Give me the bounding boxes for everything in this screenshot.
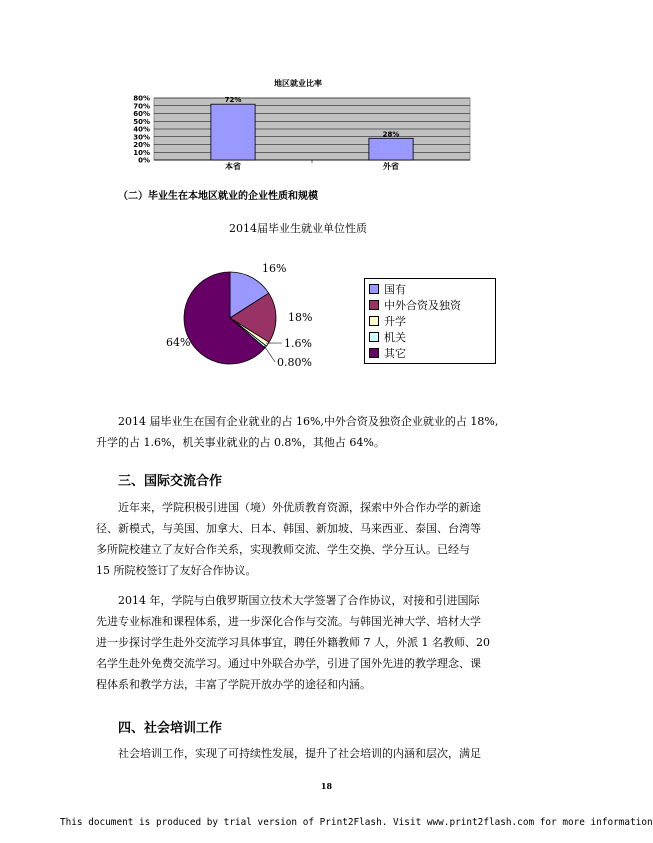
- leader-line: [264, 346, 275, 362]
- pie-chart: [150, 255, 350, 385]
- legend-swatch: [369, 316, 379, 326]
- legend-item: [365, 297, 495, 313]
- section-heading: （二）毕业生在本地区就业的企业性质和规模: [118, 191, 318, 202]
- text-line: 名学生赴外免费交流学习。通过中外联合办学，引进了国外先进的教学理念、课: [96, 657, 481, 670]
- y-tick-label: 10%: [133, 148, 150, 157]
- y-tick-label: 50%: [133, 117, 150, 126]
- heading-international-exchange: 三、国际交流合作: [118, 474, 223, 489]
- y-tick-label: 20%: [133, 141, 150, 149]
- y-tick-label: 80%: [133, 94, 150, 103]
- cooperation-paragraph: [96, 590, 556, 695]
- bar: [211, 104, 255, 160]
- heading-social-training: 四、社会培训工作: [118, 721, 223, 736]
- pie-legend: [364, 278, 496, 364]
- text-line: 程体系和教学方法，丰富了学院开放办学的途径和内涵。: [96, 678, 371, 691]
- pie-data-label: 16%: [262, 262, 287, 275]
- chart-title: 地区就业比率: [274, 79, 322, 88]
- y-tick-label: 70%: [133, 102, 150, 111]
- pie-data-label: 18%: [288, 311, 313, 324]
- text-line: 升学的占 1.6%，机关事业就业的占 0.8%，其他占 64%。: [96, 436, 385, 449]
- text-line: 近年来，学院积极引进国（境）外优质教育资源，探索中外合作办学的新途: [118, 501, 481, 514]
- legend-item: [365, 329, 495, 345]
- bar: [369, 138, 413, 160]
- text-line: 2014 届毕业生在国有企业就业的占 16%,中外合资及独资企业就业的占 18%,: [118, 415, 499, 428]
- employment-summary-paragraph: [96, 411, 556, 453]
- text-line: 多所院校建立了友好合作关系，实现教师交流、学生交换、学分互认。已经与: [96, 543, 470, 556]
- legend-label: 其它: [384, 347, 406, 360]
- x-category-label: 本省: [225, 162, 241, 171]
- legend-item: [365, 345, 495, 361]
- y-tick-label: 0%: [138, 156, 150, 165]
- bar-data-label: 72%: [224, 96, 242, 105]
- bar-chart-plot: [118, 78, 478, 178]
- pie-data-label: 1.6%: [284, 337, 312, 350]
- legend-label: 升学: [384, 315, 406, 328]
- text-line: 15 所院校签订了友好合作协议。: [96, 564, 257, 577]
- bar-data-label: 28%: [382, 130, 400, 139]
- regional-employment-chart: [118, 78, 478, 178]
- legend-label: 国有: [384, 283, 406, 296]
- pie-chart-title: 2014届毕业生就业单位性质: [229, 222, 367, 235]
- legend-label: 中外合资及独资: [384, 299, 461, 312]
- pie-data-label: 64%: [166, 336, 191, 349]
- text-line: 社会培训工作，实现了可持续性发展，提升了社会培训的内涵和层次，满足: [118, 747, 481, 760]
- training-paragraph: [96, 743, 556, 764]
- page-number: 18: [320, 781, 333, 791]
- legend-item: [365, 313, 495, 329]
- y-tick-label: 40%: [133, 125, 150, 134]
- legend-swatch: [369, 284, 379, 294]
- international-paragraph: [96, 497, 556, 581]
- x-category-label: 外省: [383, 162, 399, 171]
- text-line: 先进专业标准和课程体系，进一步深化合作与交流。与韩国光神大学、培材大学: [96, 615, 481, 628]
- legend-swatch: [369, 348, 379, 358]
- legend-swatch: [369, 300, 379, 310]
- legend-item: [365, 281, 495, 297]
- y-tick-label: 30%: [133, 133, 150, 142]
- legend-label: 机关: [384, 331, 406, 344]
- text-line: 进一步探讨学生赴外交流学习具体事宜，聘任外籍教师 7 人，外派 1 名教师、20: [96, 636, 490, 649]
- trial-watermark-footer: This document is produced by trial version of Print2Flash. Visit www.print2flash.com for more information: [60, 817, 653, 828]
- y-tick-label: 60%: [133, 110, 150, 118]
- text-line: 径、新模式，与美国、加拿大、日本、韩国、新加坡、马来西亚、泰国、台湾等: [96, 522, 481, 535]
- legend-swatch: [369, 332, 379, 342]
- pie-data-label: 0.80%: [277, 356, 312, 369]
- text-line: 2014 年，学院与白俄罗斯国立技术大学签署了合作协议，对接和引进国际: [118, 594, 480, 607]
